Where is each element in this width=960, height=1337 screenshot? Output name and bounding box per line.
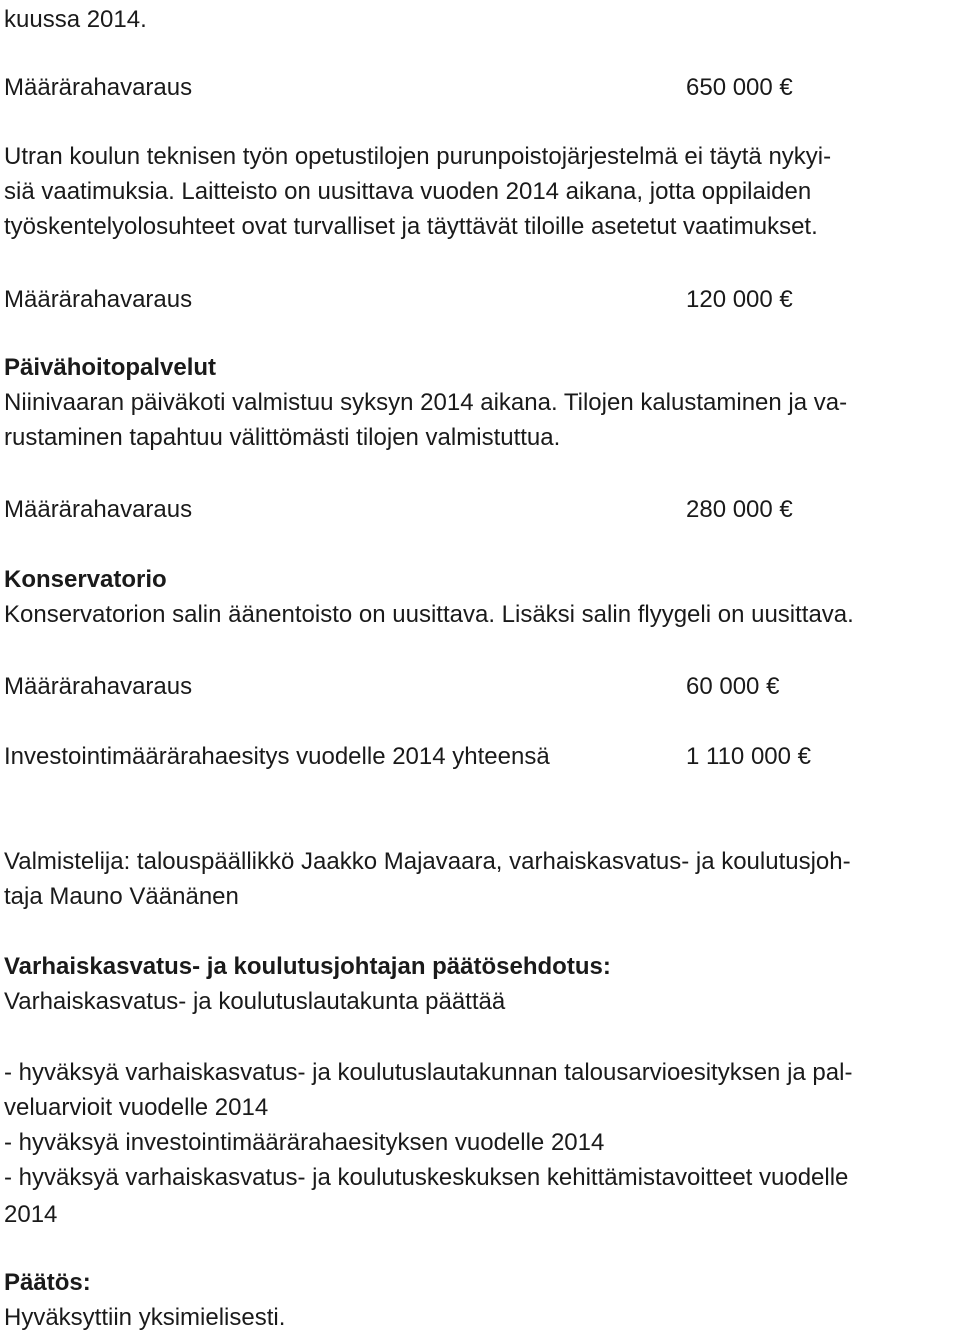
preparer-line: taja Mauno Väänänen (4, 883, 239, 910)
allocation-label: Määrärahavaraus (4, 286, 193, 313)
proposal-heading: Varhaiskasvatus- ja koulutusjohtajan päätösehdotus: (4, 953, 611, 980)
total-amount: 1 110 000 € (686, 743, 812, 770)
allocation-amount: 120 000 € (686, 286, 793, 313)
proposal-item: 2014 (4, 1201, 58, 1228)
allocation-label: Määrärahavaraus (4, 673, 193, 700)
utra-paragraph-line: työskentelyolosuhteet ovat turvalliset ja täyttävät tiloille asetetut vaatimukset. (4, 213, 818, 240)
conservatory-paragraph-line: Konservatorion salin äänentoisto on uusittava. Lisäksi salin flyygeli on uusittava. (4, 601, 854, 628)
total-label: Investointimäärärahaesitys vuodelle 2014 yhteensä (4, 743, 550, 770)
section-heading-daycare: Päivähoitopalvelut (4, 354, 217, 381)
proposal-item: - hyväksyä varhaiskasvatus- ja koulutuskeskuksen kehittämistavoitteet vuodelle (4, 1164, 849, 1191)
proposal-item: - hyväksyä varhaiskasvatus- ja koulutuslautakunnan talousarvioesityksen ja pal- (4, 1059, 853, 1086)
utra-paragraph-line: siä vaatimuksia. Laitteisto on uusittava vuoden 2014 aikana, jotta oppilaiden (4, 178, 812, 205)
allocation-amount: 60 000 € (686, 673, 780, 700)
allocation-label: Määrärahavaraus (4, 496, 193, 523)
utra-paragraph-line: Utran koulun teknisen työn opetustilojen purunpoistojärjestelmä ei täytä nykyi- (4, 143, 832, 170)
decision-text: Hyväksyttiin yksimielisesti. (4, 1304, 286, 1331)
section-heading-conservatory: Konservatorio (4, 566, 167, 593)
proposal-item: veluarvioit vuodelle 2014 (4, 1094, 269, 1121)
preparer-line: Valmistelija: talouspäällikkö Jaakko Majavaara, varhaiskasvatus- ja koulutusjoh- (4, 848, 851, 875)
allocation-amount: 280 000 € (686, 496, 793, 523)
daycare-paragraph-line: Niinivaaran päiväkoti valmistuu syksyn 2014 aikana. Tilojen kalustaminen ja va- (4, 389, 848, 416)
decision-heading: Päätös: (4, 1269, 91, 1296)
proposal-item: - hyväksyä investointimäärärahaesityksen vuodelle 2014 (4, 1129, 605, 1156)
carryover-line: kuussa 2014. (4, 6, 147, 33)
proposal-intro: Varhaiskasvatus- ja koulutuslautakunta päättää (4, 988, 506, 1015)
allocation-amount: 650 000 € (686, 74, 793, 101)
allocation-label: Määrärahavaraus (4, 74, 193, 101)
daycare-paragraph-line: rustaminen tapahtuu välittömästi tilojen valmistuttua. (4, 424, 561, 451)
